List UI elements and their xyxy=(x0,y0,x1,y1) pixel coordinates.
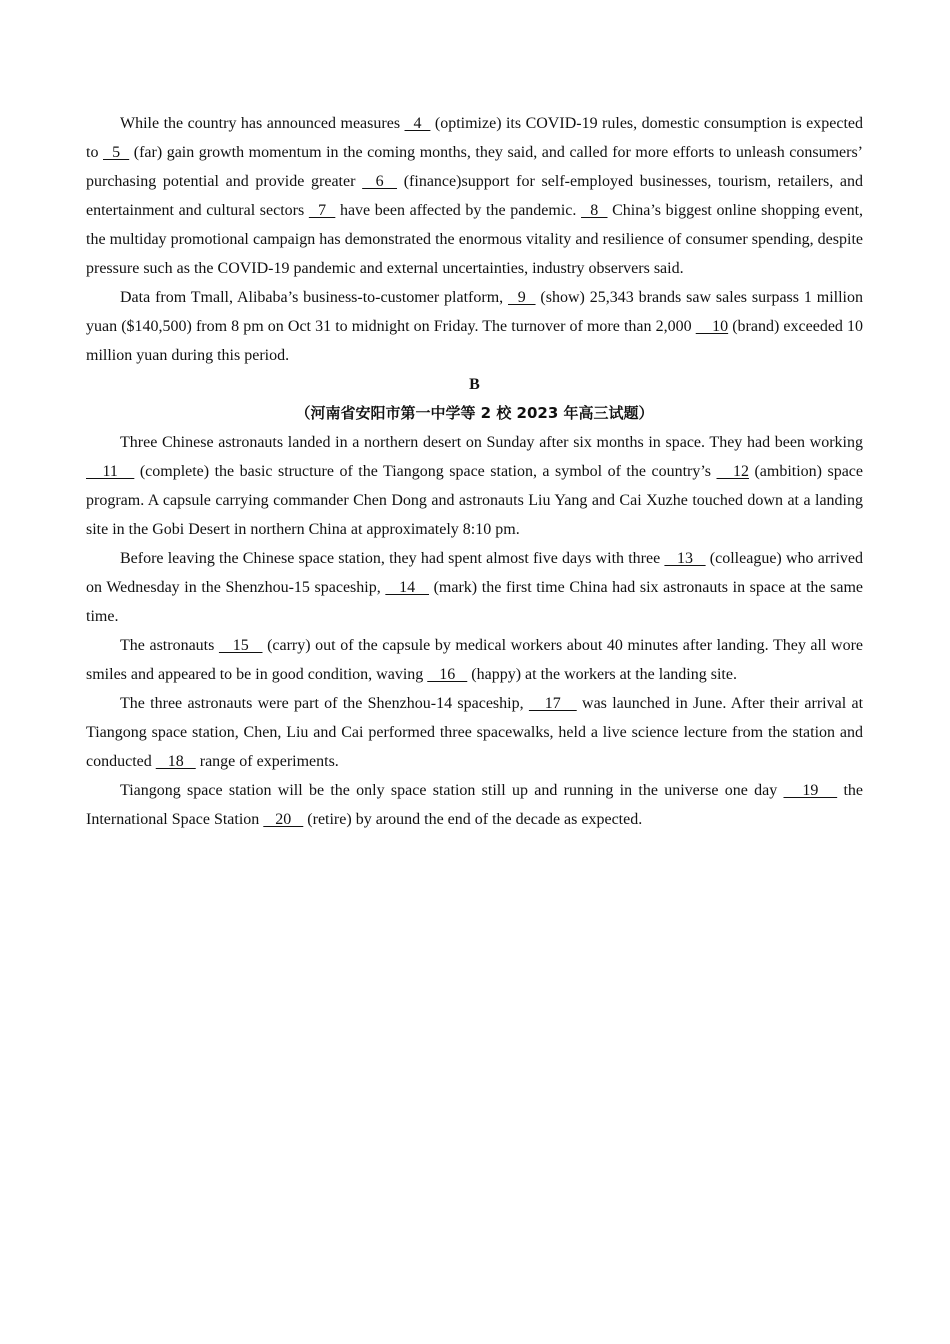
answer-blank[interactable]: 17 xyxy=(528,695,577,712)
answer-blank[interactable]: 9 xyxy=(508,289,536,306)
passage-a xyxy=(86,109,863,370)
answer-blank[interactable]: 15 xyxy=(218,637,263,654)
text-segment: range of experiments. xyxy=(195,753,339,770)
text-segment: (happy) at the workers at the landing site. xyxy=(467,666,737,683)
paragraph xyxy=(86,109,863,283)
answer-blank[interactable]: 10 xyxy=(695,318,729,335)
text-segment: (show) 25,343 brands saw sales surpass 1 million yuan ($140,500) from 8 pm on Oct 31 to midnight on Friday. The turnover of more than 2,000 xyxy=(86,289,864,335)
answer-blank[interactable]: 7 xyxy=(308,202,336,219)
text-segment: The astronauts xyxy=(120,637,219,654)
answer-blank[interactable]: 11 xyxy=(86,463,135,480)
text-segment: Before leaving the Chinese space station, they had spent almost five days with three xyxy=(120,550,665,567)
text-segment: (far) gain growth momentum in the coming months, they said, and called for more efforts to unleash consumers’ purchasing potential and provide greater xyxy=(86,144,863,190)
section-b-heading: B xyxy=(469,376,480,393)
answer-blank[interactable]: 18 xyxy=(155,753,196,770)
paragraph xyxy=(86,631,863,689)
answer-blank[interactable]: 4 xyxy=(404,115,431,132)
text-segment: While the country has announced measures xyxy=(120,115,405,132)
answer-blank[interactable]: 13 xyxy=(664,550,706,567)
text-segment: was launched in June. After their arrival at Tiangong space station, Chen, Liu and Cai performed three spacewalks, held a live science lecture from the station and conducted xyxy=(86,695,864,770)
text-segment: (brand) exceeded 10 million yuan during this period. xyxy=(86,318,864,364)
answer-blank[interactable]: 12 xyxy=(716,463,749,480)
text-segment: Data from Tmall, Alibaba’s business-to-customer platform, xyxy=(120,289,509,306)
text-segment: the International Space Station xyxy=(86,782,863,828)
paragraph xyxy=(86,544,863,631)
text-segment: (mark) the first time China had six astronauts in space at the same time. xyxy=(86,579,864,625)
answer-blank[interactable]: 20 xyxy=(263,811,304,828)
answer-blank[interactable]: 19 xyxy=(783,782,838,799)
passage-b xyxy=(86,428,863,834)
answer-blank[interactable]: 16 xyxy=(427,666,468,683)
text-segment: Tiangong space station will be the only space station still up and running in the universe one day xyxy=(120,782,784,799)
paragraph xyxy=(86,283,863,370)
text-segment: have been affected by the pandemic. xyxy=(335,202,582,219)
text-segment: (carry) out of the capsule by medical workers about 40 minutes after landing. They all wore smiles and appeared to be in good condition, waving xyxy=(86,637,864,683)
answer-blank[interactable]: 6 xyxy=(362,173,398,190)
section-b-source: （河南省安阳市第一中学等 2 校 2023 年高三试题） xyxy=(295,404,654,422)
document-page xyxy=(86,109,863,834)
paragraph xyxy=(86,428,863,544)
paragraph xyxy=(86,689,863,776)
text-segment: Three Chinese astronauts landed in a northern desert on Sunday after six months in space. They had been working xyxy=(120,434,863,451)
answer-blank[interactable]: 8 xyxy=(581,202,608,219)
answer-blank[interactable]: 5 xyxy=(103,144,130,161)
text-segment: (optimize) its COVID-19 rules, domestic consumption is expected to xyxy=(86,115,863,161)
text-segment: (colleague) who arrived on Wednesday in the Shenzhou-15 spaceship, xyxy=(86,550,864,596)
answer-blank[interactable]: 14 xyxy=(385,579,429,596)
paragraph xyxy=(86,776,863,834)
text-segment: (retire) by around the end of the decade as expected. xyxy=(303,811,643,828)
text-segment: China’s biggest online shopping event, the multiday promotional campaign has demonstrated the enormous vitality and resilience of consumer spending, despite pressure such as the COVID-19 pandemic and external uncertainties, industry observers said. xyxy=(86,202,864,277)
text-segment: (finance)support for self-employed businesses, tourism, retailers, and entertainment and cultural sectors xyxy=(86,173,864,219)
text-segment: The three astronauts were part of the Shenzhou-14 spaceship, xyxy=(120,695,529,712)
text-segment: (ambition) space program. A capsule carrying commander Chen Dong and astronauts Liu Yang and Cai Xuzhe touched down at a landing site in the Gobi Desert in northern China at approximately 8:10 pm. xyxy=(86,463,864,538)
text-segment: (complete) the basic structure of the Tiangong space station, a symbol of the country’s xyxy=(134,463,717,480)
